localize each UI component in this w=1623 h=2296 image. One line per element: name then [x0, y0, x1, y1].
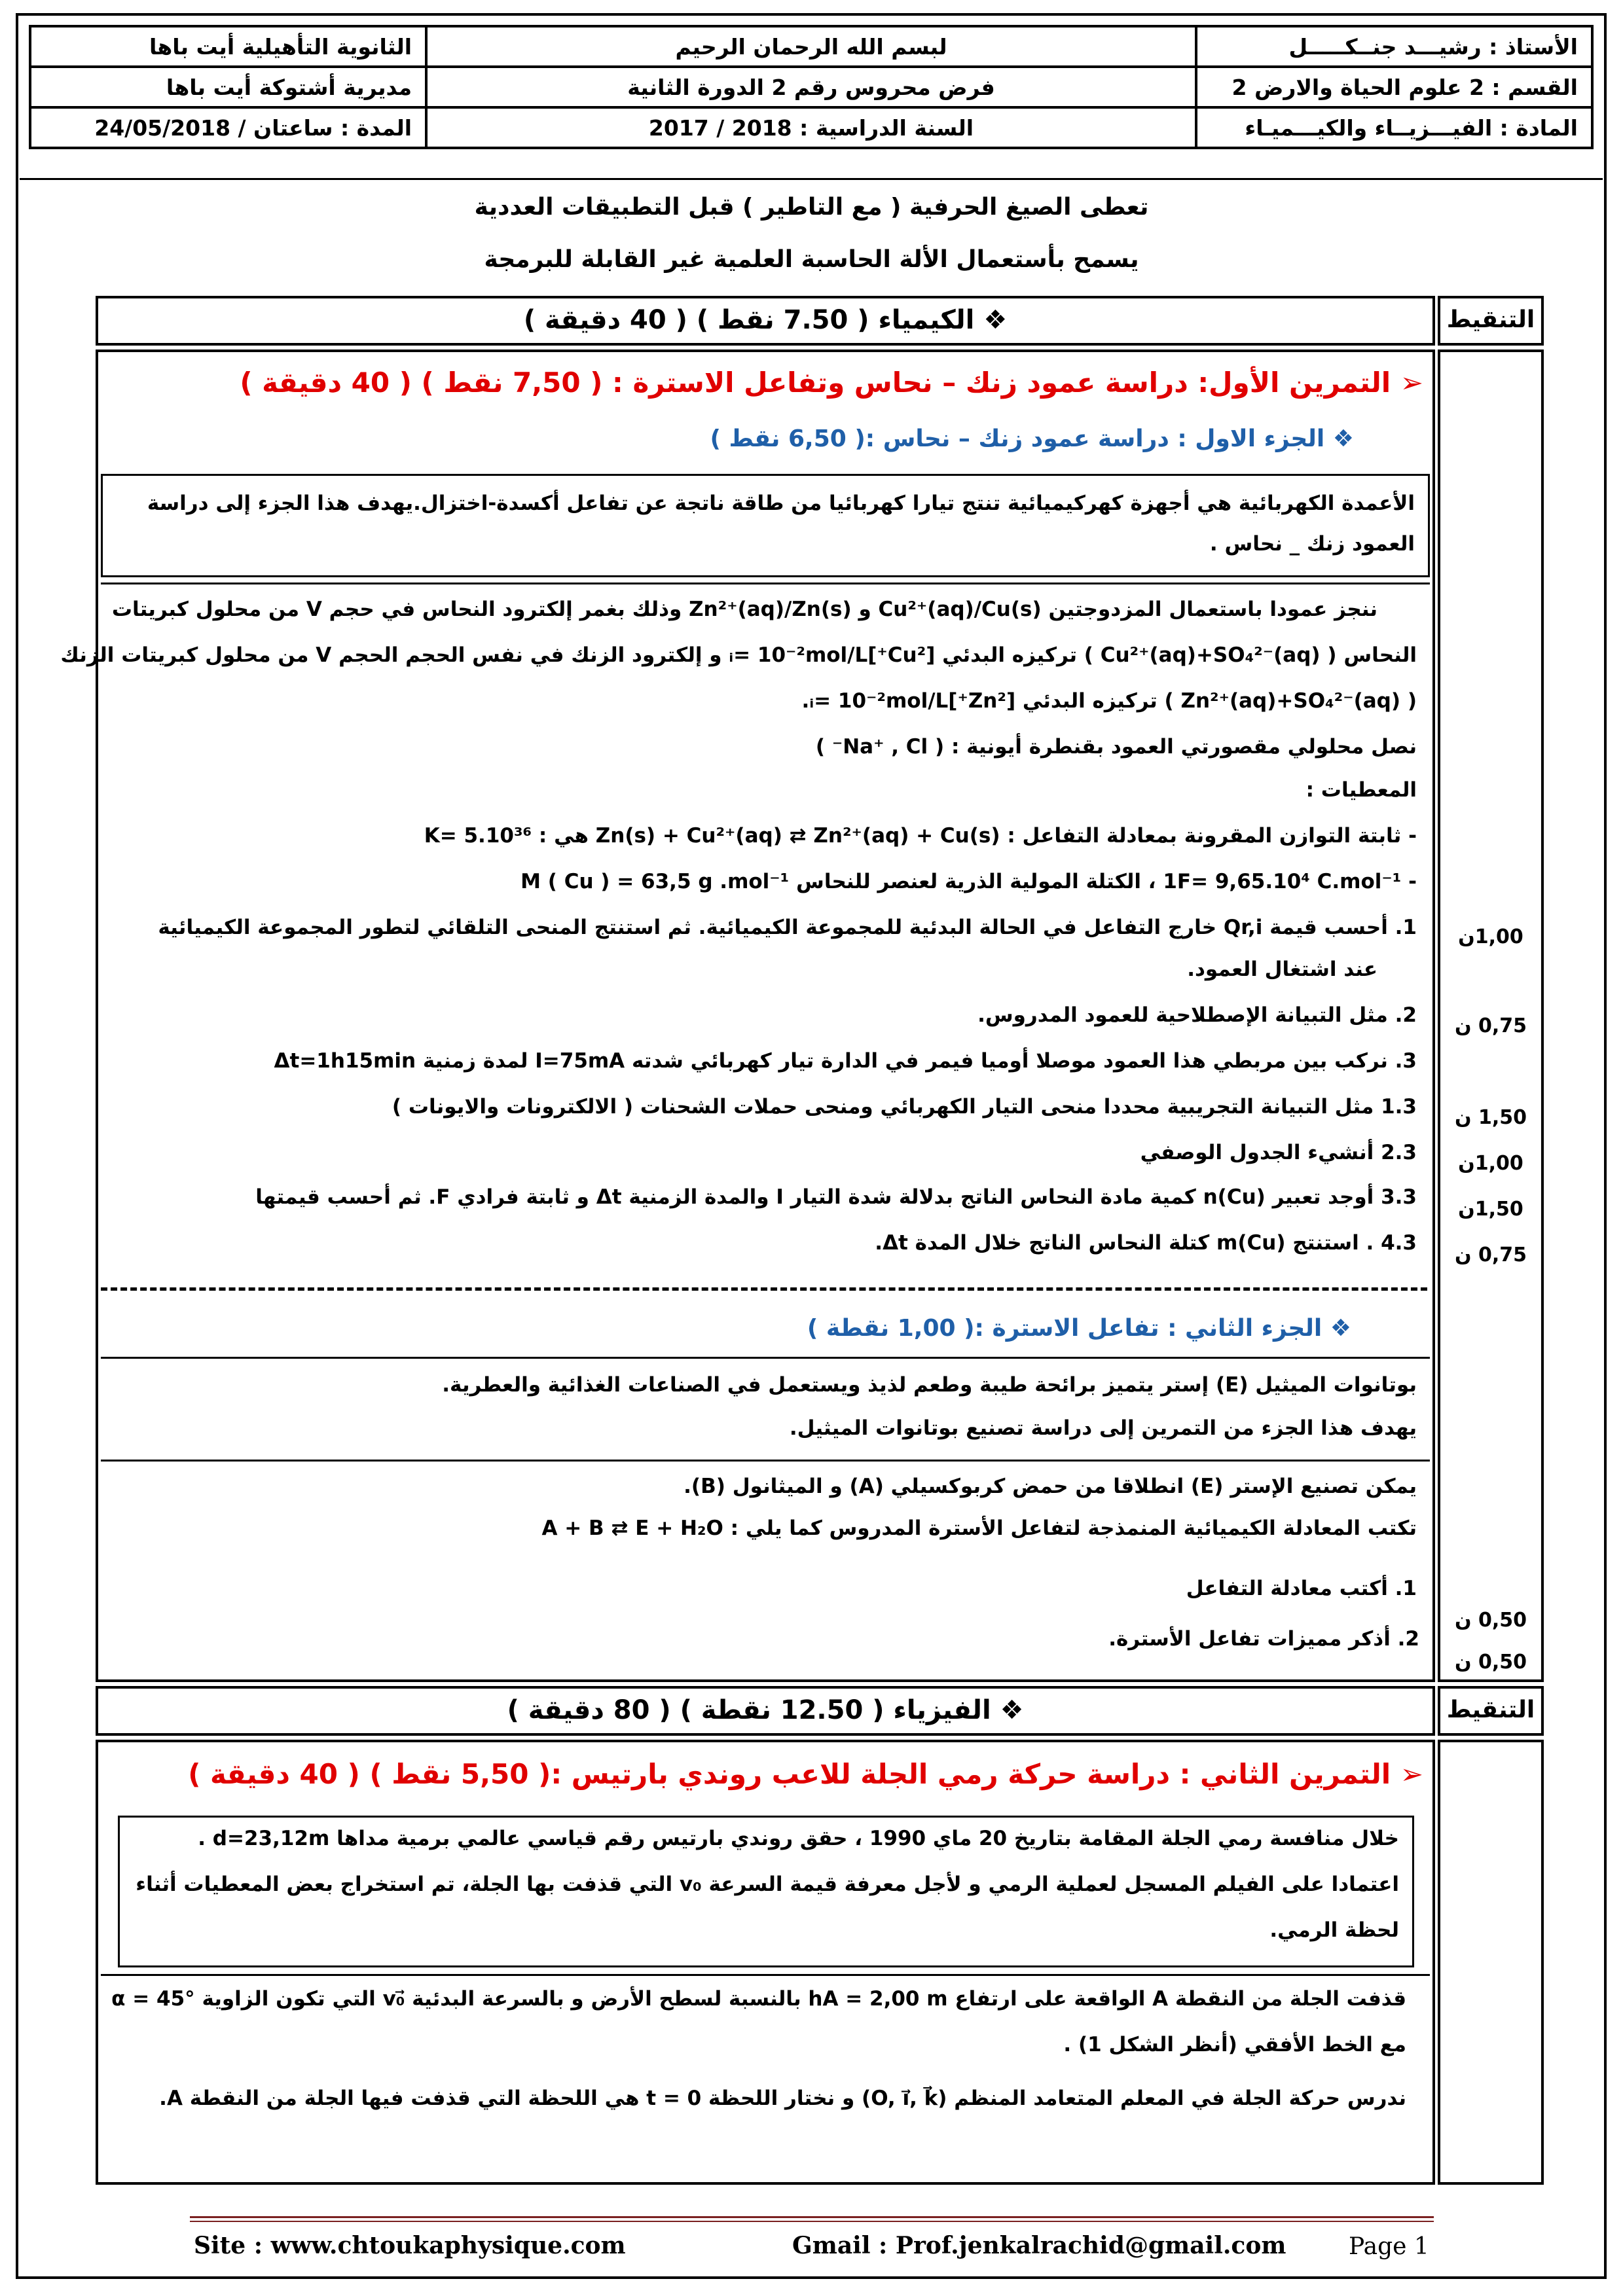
- points: 1,00ن: [1458, 1152, 1523, 1175]
- part2-title: ❖ الجزء الثاني : تفاعل الاسترة :( 1,00 نقطة ): [807, 1315, 1351, 1342]
- page-number: Page 1: [1349, 2233, 1429, 2260]
- header-table: [29, 25, 1594, 149]
- bismillah: لبسم الله الرحمان الرحيم: [426, 26, 1196, 67]
- physics-setup-line: قذفت الجلة من النقطة A الواقعة على ارتفاع hA = 2,00 m بالنسبة لسطح الأرض و بالسرعة البدئية v₀⃗ التي تكون الزاوية α = 45°: [111, 1987, 1406, 2011]
- part1-intro-box: [101, 474, 1430, 577]
- chemistry-title-box: [96, 296, 1435, 346]
- part2-intro-line: يهدف هذا الجزء من التمرين إلى دراسة تصنيع بوتانوات الميثيل.: [789, 1416, 1417, 1440]
- question: 1.3 مثل التبيانة التجريبية محددا منحى التيار الكهربائي ومنحى حملات الشحنات ( الالكترونات والايونات ): [392, 1095, 1417, 1119]
- footer-gmail: Gmail : Prof.jenkalrachid@gmail.com: [792, 2232, 1286, 2259]
- points: 0,75 ن: [1454, 1244, 1527, 1266]
- physics-intro-box: [118, 1816, 1414, 1967]
- part1-title: ❖ الجزء الاول : دراسة عمود زنك – نحاس :( 6,50 نقط ): [710, 425, 1354, 452]
- chemistry-title: ❖ الكيمياء ( 7.50 نقط ) ( 40 دقيقة ): [523, 305, 1008, 335]
- exercise2-title: ➢ التمرين الثاني : دراسة حركة رمي الجلة للاعب روندي بارتيس :( 5,50 نقط ) ( 40 دقيقة ): [188, 1758, 1423, 1790]
- points: 1,00ن: [1458, 925, 1523, 948]
- question: 4.3 . استنتج m(Cu) كتلة النحاس الناتج خلال المدة Δt.: [875, 1231, 1417, 1255]
- points: 0,50 ن: [1454, 1651, 1527, 1674]
- exercise1-title: ➢ التمرين الأول: دراسة عمود زنك – نحاس وتفاعل الاسترة : ( 7,50 نقط ) ( 40 دقيقة ): [240, 367, 1423, 399]
- physics-intro-line: لحظة الرمي.: [1269, 1918, 1399, 1942]
- class-label: القسم : 2 علوم الحياة والارض 2: [1196, 67, 1592, 107]
- header-rule: [20, 178, 1603, 180]
- duration-date: المدة : ساعتان / 24/05/2018: [30, 107, 426, 148]
- setup-line: النحاس ( Cu²⁺(aq)+SO₄²⁻(aq) ) تركيزه البدئي [Cu²⁺]ᵢ= 10⁻²mol/L و إلكترود الزنك في نفس الحجم الحجم V من محلول كبريتات الزنك: [60, 643, 1417, 667]
- setup-line: ننجز عمودا باستعمال المزدوجتين Cu²⁺(aq)/Cu(s) و Zn²⁺(aq)/Zn(s) وذلك بغمر إلكترود النحاس في حجم V من محلول كبريتات: [111, 598, 1377, 621]
- data-line: - ثابتة التوازن المقرونة بمعادلة التفاعل : Zn(s) + Cu²⁺(aq) ⇄ Zn²⁺(aq) + Cu(s) هي : K= 5.10³⁶: [424, 824, 1417, 848]
- school-name: الثانوية التأهيلية أيت باها: [30, 26, 426, 67]
- question: 3. نركب بين مربطي هذا العمود موصلا أوميا فيمر في الدارة تيار كهربائي شدته I=75mA لمدة زمنية Δt=1h15min: [274, 1049, 1417, 1073]
- part2-intro-box: [101, 1357, 1430, 1462]
- setup-line: ( Zn²⁺(aq)+SO₄²⁻(aq) ) تركيزه البدئي [Zn²⁺]ᵢ= 10⁻²mol/L.: [801, 689, 1417, 713]
- physics-intro-line: اعتمادا على الفيلم المسجل لعملية الرمي و لأجل معرفة قيمة السرعة v₀ التي قذفت بها الجلة، تم استخراج بعض المعطيات أثناء: [136, 1873, 1399, 1896]
- exam-title: فرض محروس رقم 2 الدورة الثانية: [426, 67, 1196, 107]
- data-heading: المعطيات :: [1305, 778, 1417, 802]
- subject-label: المادة : الفيـــزيــاء والكيـــميـاء: [1196, 107, 1592, 148]
- chemistry-body: [60, 350, 1435, 1682]
- question: 2.3 أنشيء الجدول الوصفي: [1140, 1141, 1417, 1164]
- physics-body: [96, 1740, 1435, 2185]
- school-year: السنة الدراسية : 2018 / 2017: [426, 107, 1196, 148]
- physics-divider: [101, 1974, 1430, 1976]
- section-divider: [101, 1287, 1427, 1291]
- setup-line: نصل محلولي مقصورتي العمود بقنطرة أيونية : ( Na⁺ , Cl⁻ ): [815, 735, 1417, 759]
- part1-content: [60, 583, 1430, 1619]
- grading-header-phys: [1438, 1686, 1544, 1736]
- question: 2. مثل التبيانة الإصطلاحية للعمود المدروس.: [977, 1003, 1417, 1027]
- footer-site: Site : www.chtoukaphysique.com: [194, 2232, 626, 2259]
- intro-line: العمود زنك _ نحاس .: [1209, 532, 1415, 556]
- physics-title-box: [96, 1686, 1435, 1736]
- data-line: - 1F= 9,65.10⁴ C.mol⁻¹ ، الكتلة المولية الذرية لعنصر للنحاس M ( Cu ) = 63,5 g .mol⁻¹: [520, 870, 1417, 893]
- physics-setup-line: ندرس حركة الجلة في المعلم المتعامد المنظم (O, i⃗, k⃗) و نختار اللحظة t = 0 هي اللحظة التي قذفت فيها الجلة من النقطة A.: [159, 2087, 1406, 2110]
- direction-label: مديرية أشتوكة أيت باها: [30, 67, 426, 107]
- part2-setup-line: تكتب المعادلة الكيميائية المنمذجة لتفاعل الأسترة المدروس كما يلي : A + B ⇄ E + H₂O: [541, 1516, 1417, 1540]
- notice-calculator: يسمح بأستعمال الألة الحاسبة العلمية غير القابلة للبرمجة: [484, 246, 1139, 273]
- part2-intro-line: بوتانوات الميثيل (E) إستر يتميز برائحة طيبة وطعم لذيذ ويستعمل في الصناعات الغذائية والعطرية.: [442, 1373, 1417, 1397]
- grading-label: التنقيط: [1446, 306, 1535, 333]
- footer-rule: [190, 2221, 1434, 2222]
- points: 0,75 ن: [1454, 1014, 1527, 1037]
- grading-label: التنقيط: [1446, 1696, 1535, 1723]
- grading-column-phys: [1438, 1740, 1544, 2185]
- points: 1,50ن: [1458, 1198, 1523, 1221]
- footer-rule: [190, 2216, 1434, 2218]
- teacher-name: الأستاذ : رشيـــد جنــكـــــل: [1196, 26, 1592, 67]
- notice-formulas: تعطى الصيغ الحرفية ( مع التاطير ) قبل التطبيقات العددية: [474, 194, 1149, 221]
- part2-setup-line: يمكن تصنيع الإستر (E) انطلاقا من حمض كربوكسيلي (A) و الميثانول (B).: [684, 1475, 1417, 1498]
- points: 0,50 ن: [1454, 1609, 1527, 1632]
- part2-question: 2. أذكر مميزات تفاعل الأسترة.: [1108, 1627, 1419, 1651]
- physics-setup-line: مع الخط الأفقي (أنظر الشكل 1) .: [1063, 2033, 1406, 2056]
- question: عند اشتغال العمود.: [1187, 958, 1377, 981]
- part2-question: 1. أكتب معادلة التفاعل: [1186, 1577, 1417, 1600]
- points: 1,50 ن: [1454, 1106, 1527, 1129]
- grading-header-chem: [1438, 296, 1544, 346]
- physics-intro-line: خلال منافسة رمي الجلة المقامة بتاريخ 20 ماي 1990 ، حقق روندي بارتيس رقم قياسي عالمي برمية مداها d=23,12m .: [198, 1827, 1399, 1850]
- question: 1. أحسب قيمة Qr,i خارج التفاعل في الحالة البدئية للمجموعة الكيميائية. ثم استنتج المنحى التلقائي لتطور المجموعة الكيميائية: [158, 916, 1417, 939]
- question: 3.3 أوجد تعبير n(Cu) كمية مادة النحاس الناتج بدلالة شدة التيار I والمدة الزمنية Δt و ثابتة فرادي F. ثم أحسب قيمتها: [255, 1185, 1417, 1209]
- intro-line: الأعمدة الكهربائية هي أجهزة كهركيميائية تنتج تيارا كهربائيا من طاقة ناتجة عن تفاعل أكسدة-اختزال.يهدف هذا الجزء إلى دراسة: [147, 492, 1415, 515]
- grading-column-chem: [1438, 350, 1544, 1682]
- physics-title: ❖ الفيزياء ( 12.50 نقطة ) ( 80 دقيقة ): [507, 1695, 1024, 1725]
